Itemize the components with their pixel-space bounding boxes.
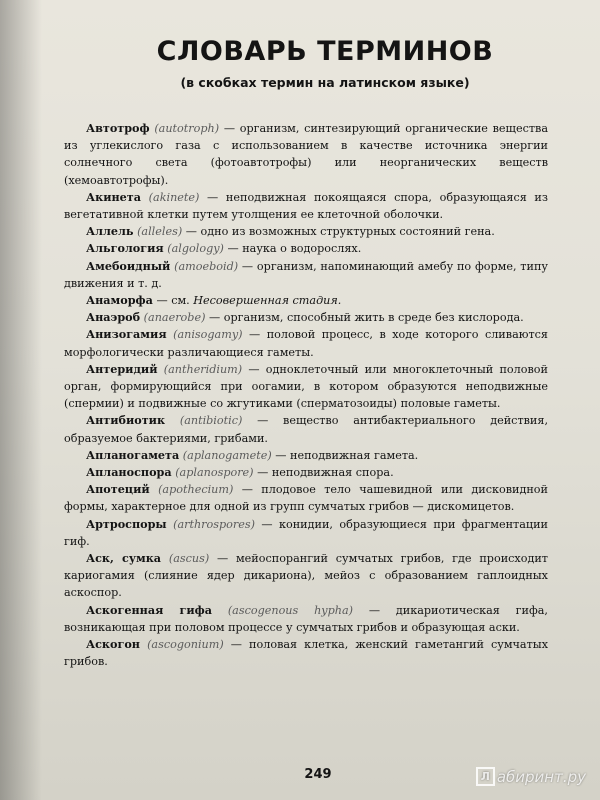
entry-see-reference: Несовершенная стадия. <box>193 294 342 308</box>
watermark-logo-icon: Л <box>476 767 495 786</box>
entry-latin: (antibiotic) <box>179 414 243 428</box>
entry-term: Анаморфа <box>86 293 153 308</box>
entry-definition: — см. <box>152 294 194 308</box>
entry-latin: (ascogenous hypha) <box>227 603 354 617</box>
entry-latin: (anaerobe) <box>143 311 206 325</box>
entry-definition: — мейоспорангий сумчатых грибов, где происходит кариогамия (слияние ядер дикариона), мейоз с образованием гаплоидных аскоспор. <box>64 552 548 600</box>
entry-latin: (arthrospores) <box>173 517 255 531</box>
entry-latin: (amoeboid) <box>174 259 239 273</box>
glossary-entry <box>64 636 548 670</box>
entry-definition: — половой процесс, в ходе которого сливаются морфологически различающиеся гаметы. <box>64 328 548 359</box>
glossary-entry <box>64 189 548 223</box>
entry-latin: (alleles) <box>137 225 183 239</box>
entry-definition: — организм, способный жить в среде без кислорода. <box>205 311 524 325</box>
glossary-entry <box>64 258 548 292</box>
glossary-entry <box>64 223 548 240</box>
glossary-entry <box>64 292 548 309</box>
glossary-entry <box>64 550 548 602</box>
entry-definition: — наука о водорослях. <box>223 242 362 256</box>
entry-term: Аск, сумка <box>86 551 162 566</box>
glossary-entry <box>64 602 548 636</box>
entry-definition: — одноклеточный или многоклеточный половой орган, формирующийся при оогамии, в котором образуются неподвижные (спермии) и подвижные со жгутиками (сперматозоиды) половые гаметы. <box>64 362 548 411</box>
entry-term: Апотеций <box>86 482 150 497</box>
glossary-entry <box>64 309 548 326</box>
entry-definition: — дикариотическая гифа, возникающая при половом процессе у сумчатых грибов и образующая аски. <box>64 603 548 634</box>
entry-term: Апланоспора <box>86 465 172 480</box>
entry-term: Антибиотик <box>86 413 166 428</box>
glossary-entry <box>64 481 548 515</box>
page-number: 249 <box>304 767 332 782</box>
entry-latin: (algology) <box>167 242 224 256</box>
entry-term: Акинета <box>86 189 141 204</box>
entry-term: Альгология <box>86 241 164 256</box>
entry-definition: — одно из возможных структурных состояний гена. <box>182 225 495 239</box>
glossary-entry <box>64 464 548 481</box>
entry-definition: — неподвижная покоящаяся спора, образующаяся из вегетативной клетки путем утолщения ее клеточной оболочки. <box>64 190 548 222</box>
entry-latin: (autotroph) <box>154 122 220 135</box>
page-subtitle: (в скобках термин на латинском языке) <box>180 75 470 90</box>
entry-definition: — конидии, образующиеся при фрагментации гиф. <box>64 517 549 548</box>
glossary-list <box>64 120 548 671</box>
glossary-entry <box>64 326 548 360</box>
page-shadow <box>0 0 42 800</box>
entry-latin: (akinete) <box>148 190 200 204</box>
entry-latin: (ascogonium) <box>147 638 224 652</box>
glossary-entry <box>64 412 548 446</box>
entry-latin: (antheridium) <box>163 362 243 376</box>
glossary-entry <box>64 120 548 189</box>
glossary-entry <box>64 240 548 257</box>
entry-definition: — организм, напоминающий амебу по форме, типу движения и т. д. <box>64 259 548 290</box>
glossary-entry <box>64 516 548 550</box>
entry-definition: — неподвижная гамета. <box>271 448 419 462</box>
entry-definition: — половая клетка, женский гаметангий сумчатых грибов. <box>64 638 548 669</box>
entry-definition: — вещество антибактериального действия, образуемое бактериями, грибами. <box>64 414 549 445</box>
entry-definition: — плодовое тело чашевидной или дисковидной формы, характерное для одной из групп сумчатых грибов — дискомицетов. <box>64 483 548 514</box>
entry-latin: (apothecium) <box>158 483 234 497</box>
entry-latin: (aplanospore) <box>175 466 254 480</box>
entry-term: Автотроф <box>86 121 150 135</box>
entry-term: Аскогон <box>86 637 140 652</box>
entry-term: Аскогенная гифа <box>86 602 212 617</box>
page-title: СЛОВАРЬ ТЕРМИНОВ <box>156 36 494 67</box>
glossary-entry <box>64 361 548 413</box>
watermark-text: абиринт.ру <box>496 767 586 786</box>
entry-term: Артроспоры <box>86 516 167 531</box>
glossary-entry <box>64 447 548 464</box>
watermark <box>476 767 586 786</box>
entry-term: Апланогамета <box>86 447 180 462</box>
entry-latin: (anisogamy) <box>173 328 243 342</box>
entry-latin: (aplanogamete) <box>182 448 272 462</box>
entry-definition: — организм, синтезирующий органические вещества из углекислого газа с использованием в качестве источника энергии солнечного света (фотоавтотрофы) или неорганических веществ (хемоавтотрофы). <box>64 122 548 187</box>
entry-definition: — неподвижная спора. <box>253 466 394 480</box>
entry-term: Анизогамия <box>86 327 167 342</box>
entry-term: Антеридий <box>86 361 158 376</box>
entry-term: Аллель <box>86 224 134 239</box>
entry-term: Амебоидный <box>86 258 171 273</box>
entry-term: Анаэроб <box>86 310 141 325</box>
entry-latin: (ascus) <box>168 552 210 566</box>
